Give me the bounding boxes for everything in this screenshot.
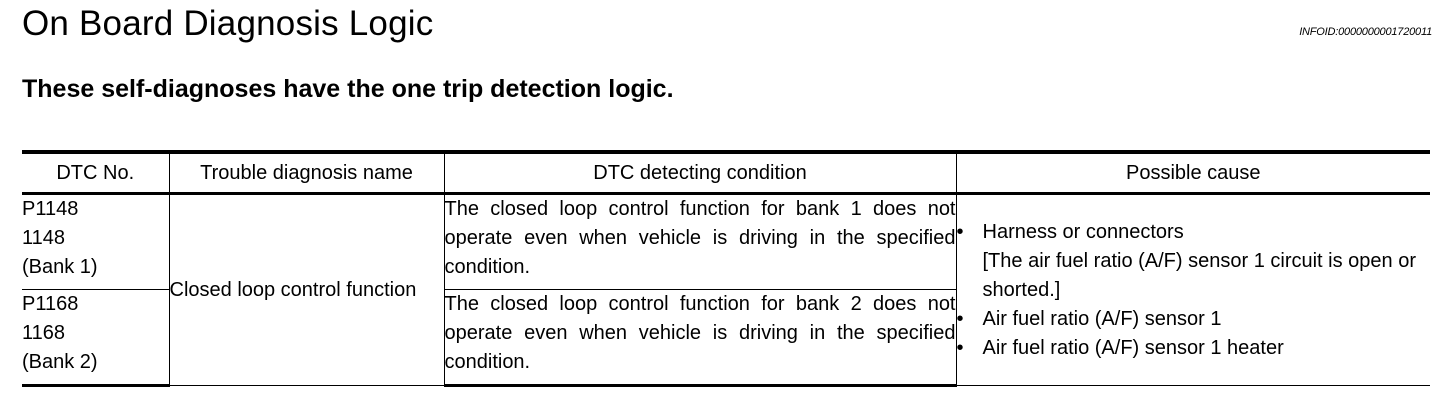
dtc-number: 1148 [22,227,66,249]
possible-cause-cell [956,194,1430,386]
dtc-table [22,150,1430,387]
cause-item-harness-note: [The air fuel ratio (A/F) sensor 1 circuit is open or shorted.] [982,249,1416,301]
cause-item-harness: Harness or connectors [982,220,1184,243]
dtc-number: 1168 [22,322,66,344]
page-title: On Board Diagnosis Logic [22,4,434,43]
diagnosis-name-cell: Closed loop control function [169,194,444,386]
column-header-diagnosis-name: Trouble diagnosis name [169,152,444,194]
detecting-condition-cell: The closed loop control function for bank 2 does not operate even when vehicle is driving in the specified condition. [444,290,956,386]
list-item [957,218,1431,305]
list-item: • Air fuel ratio (A/F) sensor 1 [957,305,1431,334]
detecting-condition-cell: The closed loop control function for bank 1 does not operate even when vehicle is driving in the specified condition. [444,194,956,290]
column-header-possible-cause: Possible cause [956,152,1430,194]
cause-list [957,218,1431,363]
dtc-bank: (Bank 1) [22,256,98,278]
dtc-cell [22,194,169,290]
section-subtitle: These self-diagnoses have the one trip detection logic. [22,75,674,103]
dtc-code: P1168 [22,293,79,315]
list-item: • Air fuel ratio (A/F) sensor 1 heater [957,334,1431,363]
table-row [22,194,1430,290]
dtc-bank: (Bank 2) [22,351,98,373]
column-header-dtc-no: DTC No. [22,152,169,194]
dtc-code: P1148 [22,198,79,220]
table-header-row [22,152,1430,194]
info-id: INFOID:0000000001720011 [1299,26,1432,38]
dtc-cell [22,290,169,386]
column-header-detecting-condition: DTC detecting condition [444,152,956,194]
